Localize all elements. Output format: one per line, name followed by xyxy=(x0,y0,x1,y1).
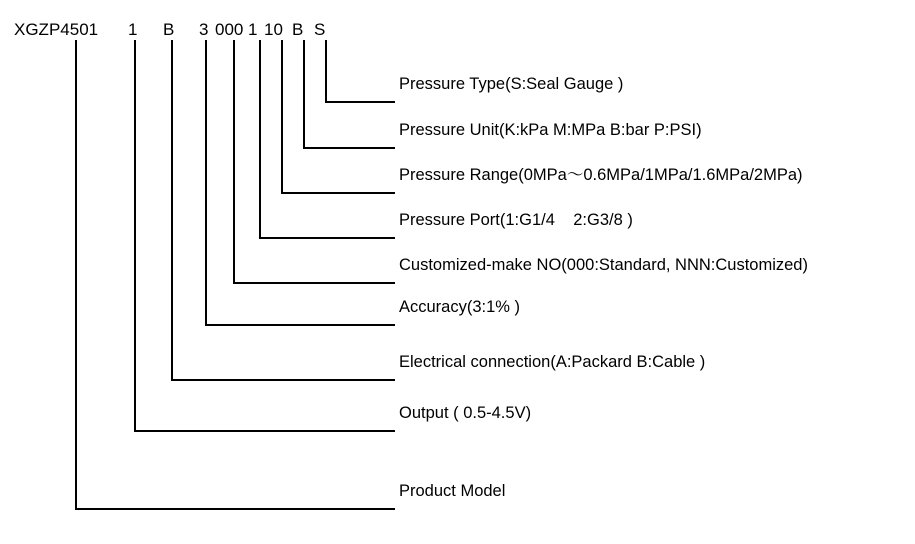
leader-line-vertical xyxy=(233,40,235,282)
leader-line-vertical xyxy=(281,40,283,192)
callout-label: Accuracy(3:1% ) xyxy=(399,298,521,316)
code-segment: 1 xyxy=(248,20,258,39)
leader-line-horizontal xyxy=(303,147,395,149)
callout-label: Pressure Unit(K:kPa M:MPa B:bar P:PSI) xyxy=(399,121,702,139)
leader-line-vertical xyxy=(75,40,77,508)
leader-line-horizontal xyxy=(281,192,395,194)
leader-line-vertical xyxy=(134,40,136,430)
leader-line-horizontal xyxy=(171,379,395,381)
leader-line-vertical xyxy=(259,40,261,237)
code-segment: 10 xyxy=(264,20,283,39)
leader-line-vertical xyxy=(303,40,305,147)
callout-label: Output ( 0.5-4.5V) xyxy=(399,404,532,422)
code-segment: 1 xyxy=(128,20,138,39)
callout-label: Pressure Type(S:Seal Gauge ) xyxy=(399,75,624,93)
callout-label: Electrical connection(A:Packard B:Cable ) xyxy=(399,353,706,371)
leader-line-vertical xyxy=(205,40,207,324)
leader-line-horizontal xyxy=(233,282,395,284)
leader-line-horizontal xyxy=(205,324,395,326)
leader-line-horizontal xyxy=(325,101,395,103)
leader-line-horizontal xyxy=(75,508,395,510)
callout-label: Pressure Port(1:G1/4 2:G3/8 ) xyxy=(399,211,633,229)
leader-line-vertical xyxy=(325,40,327,101)
callout-label: Product Model xyxy=(399,482,506,500)
code-segment: XGZP4501 xyxy=(14,20,99,39)
leader-line-horizontal xyxy=(134,430,395,432)
code-segment: B xyxy=(292,20,304,39)
leader-line-vertical xyxy=(171,40,173,379)
callout-label: Pressure Range(0MPa～0.6MPa/1MPa/1.6MPa/2MPa) xyxy=(399,166,803,184)
callout-label: Customized-make NO(000:Standard, NNN:Customized) xyxy=(399,256,808,274)
code-segment: 000 xyxy=(215,20,244,39)
code-segment: S xyxy=(314,20,326,39)
code-segment: 3 xyxy=(199,20,209,39)
code-segment: B xyxy=(163,20,175,39)
leader-line-horizontal xyxy=(259,237,395,239)
